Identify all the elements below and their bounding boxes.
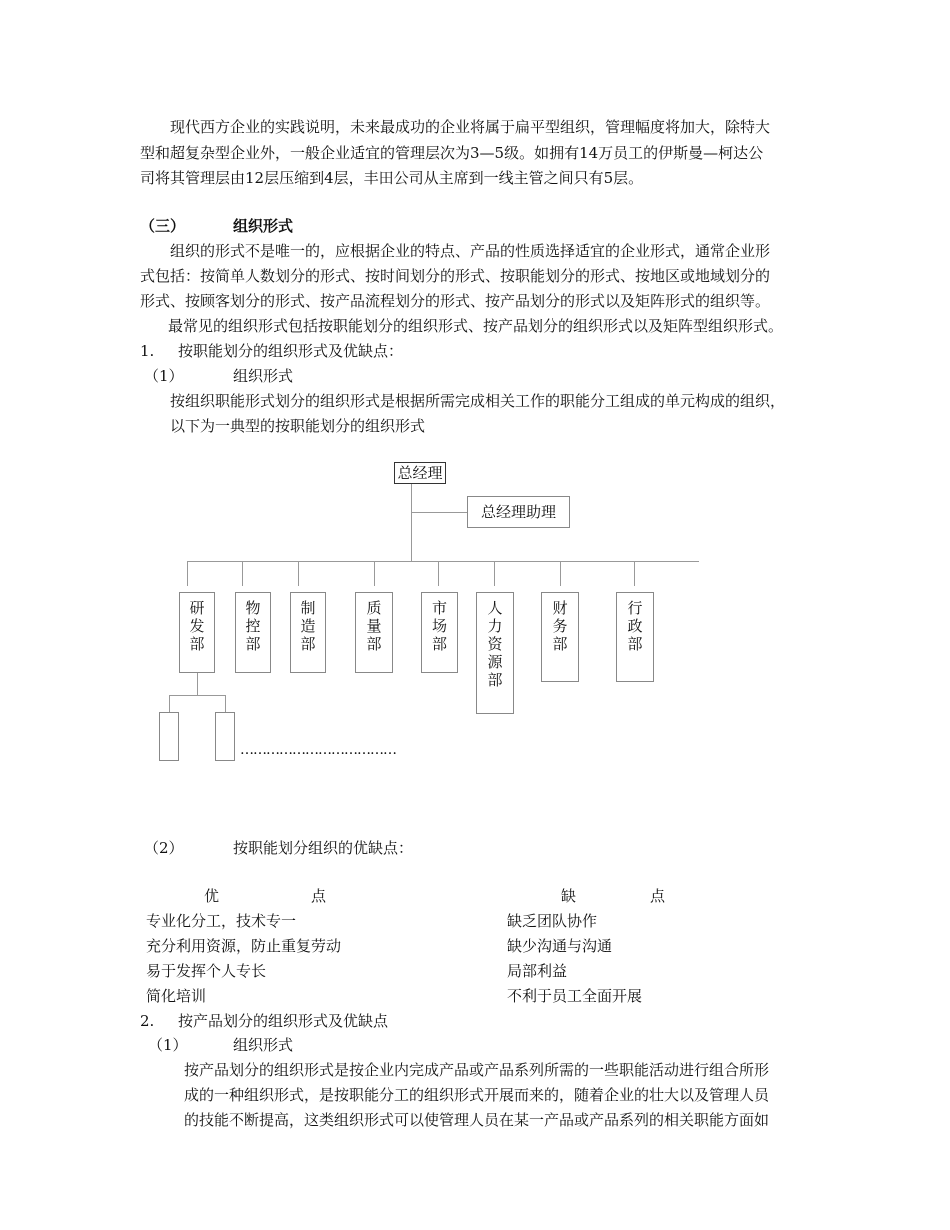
item-2-number: 2. (140, 1012, 155, 1030)
item-2-heading: 按产品划分的组织形式及优缺点 (178, 1012, 389, 1030)
paragraph-2-line-3: 形式、按顾客划分的形式、按产品流程划分的形式、按产品划分的形式以及矩阵形式的组织等。 (140, 292, 771, 310)
org-drop-2 (242, 561, 243, 586)
org-drop-3 (298, 561, 299, 586)
paragraph-5-line-2: 成的一种组织形式，是按职能分工的组织形式开展而来的，随着企业的壮大以及管理人员 (184, 1086, 770, 1104)
paragraph-5-line-1: 按产品划分的组织形式是按企业内完成产品或产品系列所需的一些职能活动进行组合所形 (184, 1061, 770, 1079)
cons-item: 缺乏团队协作 (507, 912, 598, 930)
org-drop-4 (374, 561, 375, 586)
paragraph-5-line-3: 的技能不断提高，这类组织形式可以使管理人员在某一产品或产品系列的相关职能方面如 (184, 1111, 770, 1129)
org-drop-6 (494, 561, 495, 586)
org-dept-label: 质量部 (366, 599, 382, 653)
pros-item: 专业化分工，技术专一 (146, 912, 297, 930)
org-line-rd-sub-2 (225, 695, 226, 712)
paragraph-3: 最常见的组织形式包括按职能划分的组织形式、按产品划分的组织形式以及矩阵型组织形式。 (168, 317, 784, 335)
cons-item: 不利于员工全面开展 (507, 987, 643, 1005)
org-line-assistant (411, 512, 467, 513)
org-dept-rd (179, 592, 215, 673)
sub-1-number: （1） (144, 367, 184, 385)
org-line-rd-sub (197, 673, 198, 695)
org-dept-label: 市场部 (431, 599, 447, 653)
org-dept-label: 财务部 (552, 599, 568, 653)
org-sub-box-2 (215, 712, 235, 761)
section-number: （三） (140, 217, 186, 235)
pros-item: 充分利用资源，防止重复劳动 (146, 937, 342, 955)
paragraph-4-line-1: 按组织职能形式划分的组织形式是根据所需完成相关工作的职能分工组成的单元构成的组织， (170, 392, 786, 410)
sub-1-heading: 组织形式 (233, 367, 294, 385)
org-line-rd-sub-branch (169, 695, 225, 696)
org-drop-8 (634, 561, 635, 586)
org-line-departments (187, 561, 699, 562)
org-dept-marketing (421, 592, 458, 673)
sub-2-heading: 按职能划分组织的优缺点： (233, 839, 414, 857)
pros-header-1: 优 (204, 887, 220, 905)
pros-item: 易于发挥个人专长 (146, 962, 267, 980)
org-dept-label: 物控部 (245, 599, 261, 653)
org-line-rd-sub-1 (169, 695, 170, 712)
pros-header-2: 点 (311, 887, 327, 905)
paragraph-1-line-2: 型和超复杂型企业外，一般企业适宜的管理层次为3—5级。如拥有14万员工的伊斯曼—柯达公 (140, 144, 764, 162)
org-drop-5 (438, 561, 439, 586)
org-line-trunk (411, 484, 412, 561)
org-dept-label: 研发部 (189, 599, 205, 653)
sub-3-number: （1） (148, 1036, 188, 1054)
org-dept-quality (355, 592, 393, 673)
org-dept-admin (616, 592, 654, 682)
cons-header-2: 点 (650, 887, 666, 905)
org-drop-7 (560, 561, 561, 586)
cons-header-1: 缺 (561, 887, 577, 905)
org-dept-materials (235, 592, 271, 673)
org-dept-hr (476, 592, 514, 714)
pros-item: 简化培训 (146, 987, 207, 1005)
org-box-general-manager (394, 462, 446, 484)
org-dept-label: 制造部 (300, 599, 316, 653)
section-title: 组织形式 (233, 217, 294, 235)
sub-2-number: （2） (144, 839, 184, 857)
org-drop-1 (187, 561, 188, 586)
paragraph-2-line-2: 式包括：按简单人数划分的形式、按时间划分的形式、按职能划分的形式、按地区或地域划分的 (140, 267, 771, 285)
org-dept-label: 人力资源部 (487, 599, 503, 689)
org-sub-box-1 (159, 712, 179, 761)
item-1-number: 1. (140, 342, 155, 360)
paragraph-1-line-3: 司将其管理层由12层压缩到4层，丰田公司从主席到一线主管之间只有5层。 (140, 169, 644, 187)
org-ellipsis: ……………………………… (240, 742, 396, 758)
paragraph-1-line-1: 现代西方企业的实践说明，未来最成功的企业将属于扁平型组织，管理幅度将加大，除特大 (170, 118, 771, 136)
paragraph-2-line-1: 组织的形式不是唯一的，应根据企业的特点、产品的性质选择适宜的企业形式，通常企业形 (170, 242, 771, 260)
cons-item: 缺少沟通与沟通 (507, 937, 613, 955)
org-label-general-manager: 总经理 (397, 464, 443, 482)
paragraph-4-line-2: 以下为一典型的按职能划分的组织形式 (170, 417, 426, 435)
org-label-assistant: 总经理助理 (480, 503, 556, 521)
sub-3-heading: 组织形式 (233, 1036, 294, 1054)
org-dept-manufacturing (290, 592, 326, 673)
org-dept-label: 行政部 (627, 599, 643, 653)
cons-item: 局部利益 (507, 962, 568, 980)
item-1-heading: 按职能划分的组织形式及优缺点： (178, 342, 404, 360)
org-dept-finance (541, 592, 579, 682)
org-box-assistant (467, 496, 570, 528)
